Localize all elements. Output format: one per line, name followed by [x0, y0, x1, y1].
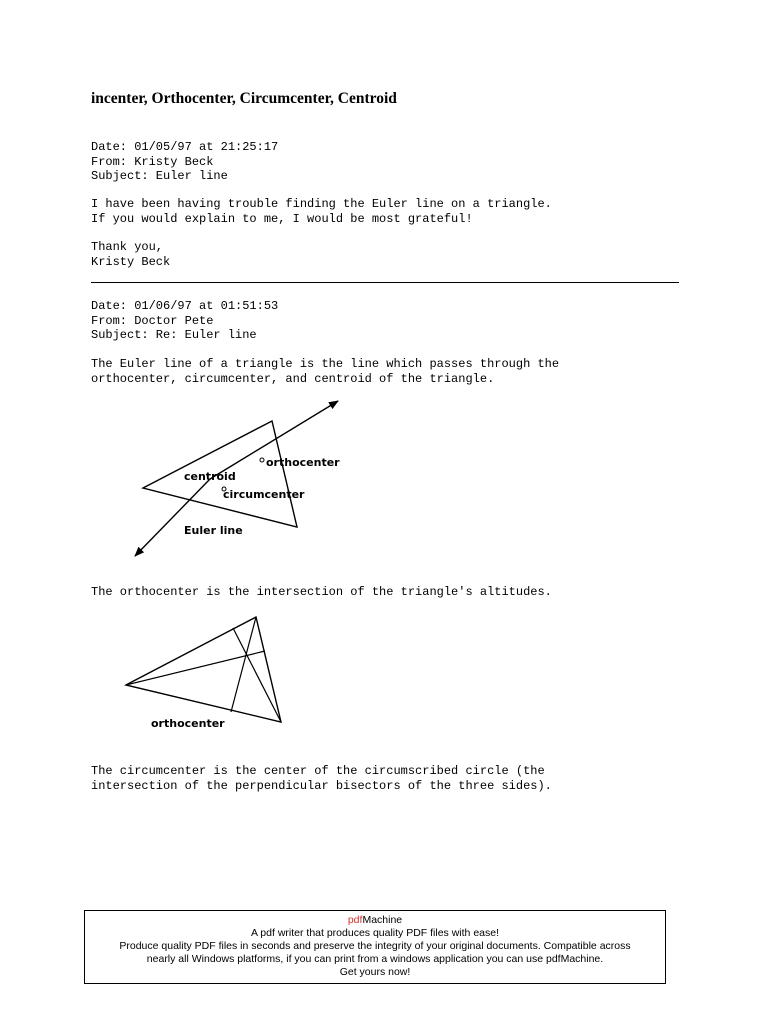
- page-title: incenter, Orthocenter, Circumcenter, Centroid: [91, 90, 397, 107]
- message-1-header-subject: Subject: Euler line: [91, 169, 228, 183]
- message-2-header-from: From: Doctor Pete: [91, 313, 214, 328]
- altitude-3: [126, 651, 265, 685]
- euler-line-label: Euler line: [184, 524, 243, 537]
- message-1-body-line-2: If you would explain to me, I would be most grateful!: [91, 211, 473, 226]
- message-2-header-subject: Subject: Re: Euler line: [91, 328, 257, 342]
- footer-brand-machine: Machine: [362, 914, 403, 926]
- message-2-header-date: Date: 01/06/97 at 01:51:53: [91, 299, 279, 313]
- orthocenter-triangle: [126, 617, 281, 722]
- message-1-closing: Thank you,: [91, 240, 164, 254]
- footer-brand-pdf: pdf: [347, 914, 363, 926]
- orthocenter-figure-label: orthocenter: [151, 717, 225, 730]
- message-2-para-1-line-1: The Euler line of a triangle is the line which passes through the: [91, 357, 560, 371]
- footer-brand[interactable]: [85, 914, 665, 927]
- message-1-signature: Kristy Beck: [91, 254, 171, 269]
- message-2-para-1-line-2: orthocenter, circumcenter, and centroid of the triangle.: [91, 371, 495, 386]
- centroid-label: centroid: [184, 470, 236, 483]
- footer-body-line-2: nearly all Windows platforms, if you can print from a windows application you can use pdfMachine.: [146, 953, 604, 965]
- orthocenter-label: orthocenter: [266, 456, 340, 469]
- message-2-para-2: The orthocenter is the intersection of the triangle's altitudes.: [91, 585, 552, 599]
- message-2-para-3-line-2: intersection of the perpendicular bisectors of the three sides).: [91, 778, 552, 793]
- footer-cta[interactable]: Get yours now!: [339, 966, 411, 978]
- circumcenter-label: circumcenter: [223, 488, 305, 501]
- message-2-para-3-line-1: The circumcenter is the center of the circumscribed circle (the: [91, 764, 545, 778]
- message-1-body-line-1: I have been having trouble finding the Euler line on a triangle.: [91, 197, 552, 211]
- footer-body-line-1: Produce quality PDF files in seconds and preserve the integrity of your original documents. Compatible across: [119, 940, 631, 952]
- message-1-header-date: Date: 01/05/97 at 21:25:17: [91, 140, 279, 154]
- pdfmachine-footer: [84, 910, 666, 984]
- message-1-header-from: From: Kristy Beck: [91, 154, 214, 169]
- footer-tagline: A pdf writer that produces quality PDF files with ease!: [250, 927, 500, 939]
